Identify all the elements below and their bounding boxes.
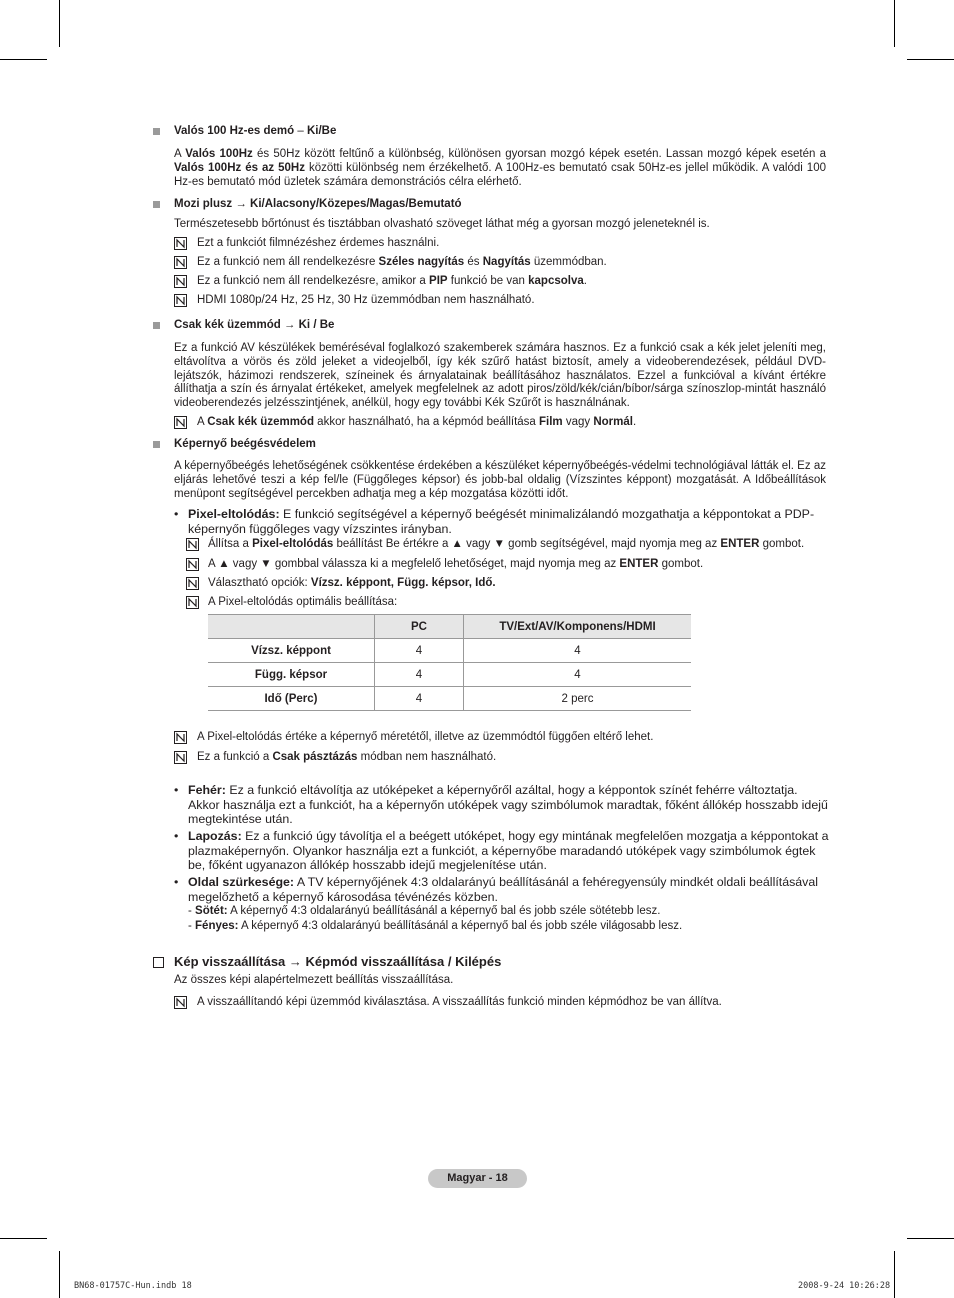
text: és 50Hz között feltűnő a különbség, különösen gyorsan mozgó képek esetén. Lassan mozgó képek esetén a bbox=[252, 148, 827, 160]
note-icon bbox=[174, 416, 187, 429]
text: A bbox=[174, 148, 186, 160]
section-bullet-icon bbox=[153, 441, 160, 448]
text: Választható opciók: bbox=[208, 577, 311, 589]
crop-mark bbox=[894, 0, 895, 47]
dash-item: - Fényes: A képernyő 4:3 oldalarányú beállításánál a képernyő bal és jobb széle világosabb lesz. bbox=[188, 920, 683, 932]
note-text bbox=[197, 256, 607, 270]
note-icon bbox=[186, 558, 199, 571]
text: Ez a funkció a bbox=[197, 751, 273, 763]
table-cell: 2 perc bbox=[464, 687, 692, 711]
text: A TV képernyőjének 4:3 oldalarányú beállításánál a fehéregyensúly mindkét oldali beállításával megelőzhető a képernyő károsodása tévénézés közben. bbox=[188, 875, 819, 904]
text: Lapozás: bbox=[188, 829, 242, 843]
text: Széles nagyítás bbox=[378, 256, 465, 268]
paragraph: Az összes képi alapértelmezett beállítás visszaállítása. bbox=[174, 974, 454, 986]
text: Fehér: bbox=[188, 783, 226, 797]
note-text: A visszaállítandó képi üzemmód kiválasztása. A visszaállítás funkció minden képmódhoz be van állítva. bbox=[197, 996, 722, 1008]
table-header-cell: PC bbox=[375, 615, 464, 639]
paragraph: A képernyőbeégés lehetőségének csökkentése érdekében a készüléket képernyőbeégés-védelmi technológiával látták el. Ez az eljárás lehetővé teszi a kép fel/le (Függőleges képsor) és jobb-bal oldalig (Vízszintes képpont) mozgatását. A Időbeállítások menüpont segítségével percekben adhatja meg a kép mozgatása közötti időt. bbox=[174, 460, 826, 500]
text: vagy bbox=[562, 416, 594, 428]
title-part: Valós 100 Hz-es demó bbox=[174, 125, 295, 137]
text: Nagyítás bbox=[482, 256, 531, 268]
table-header-row bbox=[208, 615, 691, 639]
title-part: – bbox=[297, 125, 304, 137]
note-text bbox=[197, 275, 587, 289]
table-cell: Vízsz. képpont bbox=[208, 639, 375, 663]
note-icon bbox=[186, 596, 199, 609]
text: kapcsolva bbox=[528, 275, 584, 287]
text: üzemmódban. bbox=[530, 256, 607, 268]
paragraph: Ez a funkció AV készülékek beméréséval foglalkozó szakemberek számára hasznos. Ez a funkció csak a kék jelet jeleníti meg, eltávolítva a vörös és zöld jeleket a videojelből, így kék szűrő hatást biztosít, amely a videoberendezések, például DVD-lejátszók, házimozi rendszerek, színeinek és árnyalatainak beállításához használatos. Ezzel a funkcióval a kívánt értékre állíthatja a szín és árnyalat értékeket, amelyek megfelelnek az adott piros/zöld/kék/cián/bíbor/sárga színoszlop-mintát használó videoberendezés jelzésszintjének, anélkül, hogy egy további Kék Szűrőt is használnának. bbox=[174, 342, 826, 410]
text: Valós 100Hz bbox=[185, 148, 253, 160]
table-cell: 4 bbox=[464, 663, 692, 687]
text: A képernyő 4:3 oldalarányú beállításánál a képernyő bal és jobb széle sötétebb lesz. bbox=[227, 905, 661, 917]
table-row bbox=[208, 639, 691, 663]
section-bullet-icon bbox=[153, 128, 160, 135]
bullet-dot: • bbox=[174, 783, 179, 797]
paragraph bbox=[174, 148, 826, 189]
note-icon bbox=[174, 237, 187, 250]
text: akkor használható, ha a képmód beállítása bbox=[313, 416, 540, 428]
table-cell: 4 bbox=[375, 687, 464, 711]
text: Állítsa a bbox=[208, 538, 253, 550]
crop-mark bbox=[59, 1251, 60, 1298]
note-icon bbox=[186, 577, 199, 590]
table-cell: Idő (Perc) bbox=[208, 687, 375, 711]
table-cell: 4 bbox=[464, 639, 692, 663]
text: . bbox=[632, 416, 637, 428]
text: A képernyő 4:3 oldalarányú beállításánál a képernyő bal és jobb széle világosabb lesz. bbox=[238, 920, 683, 932]
bullet-item bbox=[174, 875, 829, 904]
note-icon bbox=[174, 751, 187, 764]
page-number: Magyar - 18 bbox=[428, 1169, 527, 1188]
bullet-text bbox=[188, 783, 829, 827]
bullet-item bbox=[174, 829, 829, 873]
note-text bbox=[208, 558, 703, 572]
slug-file: BN68-01757C-Hun.indb 18 bbox=[74, 1281, 192, 1291]
text: . bbox=[583, 275, 587, 287]
bullet-text bbox=[188, 875, 829, 904]
bullet-item bbox=[174, 783, 829, 827]
pixel-shift-table bbox=[208, 614, 691, 711]
text: Ez a funkció nem áll rendelkezésre, amikor a bbox=[197, 275, 430, 287]
note-text bbox=[197, 751, 496, 765]
crop-mark bbox=[894, 1251, 895, 1298]
text: gombot. bbox=[658, 558, 704, 570]
section-heading: Kép visszaállítása → Képmód visszaállítása / Kilépés bbox=[174, 954, 502, 969]
bullet-text bbox=[188, 829, 829, 873]
text: PIP bbox=[429, 275, 448, 287]
bullet-dot: • bbox=[174, 507, 179, 521]
crop-mark bbox=[907, 59, 954, 60]
table-header-cell: TV/Ext/AV/Komponens/HDMI bbox=[464, 615, 692, 639]
bullet-item bbox=[174, 507, 829, 536]
text: E funkció segítségével a képernyő beégését minimalizálandó mozgathatja a képpontokat a PDP-képernyőn függőleges vagy vízszintes irányban. bbox=[188, 507, 815, 536]
text: Pixel-eltolódás: bbox=[188, 507, 280, 521]
note-text bbox=[208, 538, 804, 552]
section-title: Képernyő beégésvédelem bbox=[174, 438, 316, 450]
crop-mark bbox=[0, 59, 47, 60]
table-row bbox=[208, 687, 691, 711]
bullet-dot: • bbox=[174, 875, 179, 889]
note-icon bbox=[174, 294, 187, 307]
note-icon bbox=[186, 538, 199, 551]
text: Valós 100Hz és az 50Hz bbox=[174, 161, 305, 174]
slug-date: 2008-9-24 10:26:28 bbox=[798, 1281, 891, 1291]
text: Ez a funkció úgy távolítja el a beégett utóképet, hogy egy mintának megfelelően mozgatja a képpontokat a plazmaképernyőn. Olyankor használja ezt a funkciót, a képernyőbe maradandó utóképek vagy szimbólumok égtek be, főként ugyanazon állókép hosszabb idejű megjelenítése után. bbox=[188, 829, 829, 873]
note-text: A Pixel-eltolódás értéke a képernyő méretétől, illetve az üzemmódtól függően eltérő lehet. bbox=[197, 731, 654, 743]
text: Csak kék üzemmód bbox=[207, 416, 314, 428]
text: közötti különbség nem érzékelhető. A 100Hz-es bemutató csak 50Hz-es jellel működik. A valódi 100 Hz-es bemutató mód üzletek számára demonstrációs célra elérhető. bbox=[174, 161, 826, 188]
text: A bbox=[197, 416, 208, 428]
note-text bbox=[208, 577, 496, 591]
paragraph: Természetesebb bőrtónust és tisztábban olvasható szöveget láthat még a gyorsan mozgó jeleneteknél is. bbox=[174, 218, 710, 230]
text: funkció be van bbox=[447, 275, 529, 287]
section-bullet-icon bbox=[153, 322, 160, 329]
note-icon bbox=[174, 275, 187, 288]
crop-mark bbox=[907, 1238, 954, 1239]
text: Pixel-eltolódás bbox=[252, 538, 334, 550]
table-cell: 4 bbox=[375, 639, 464, 663]
text: Vízsz. képpont, Függ. képsor, Idő. bbox=[310, 577, 496, 589]
text: és bbox=[464, 256, 483, 268]
note-text: A Pixel-eltolódás optimális beállítása: bbox=[208, 596, 398, 608]
section-bullet-icon bbox=[153, 201, 160, 208]
dash-item: - Sötét: A képernyő 4:3 oldalarányú beállításánál a képernyő bal és jobb széle sötétebb lesz. bbox=[188, 905, 661, 917]
note-icon bbox=[174, 996, 187, 1009]
note-text: Ezt a funkciót filmnézéshez érdemes használni. bbox=[197, 237, 440, 249]
text: ENTER bbox=[720, 538, 760, 550]
text: Film bbox=[539, 416, 563, 428]
text: beállítást Be értékre a ▲ vagy ▼ gomb segítségével, majd nyomja meg az bbox=[333, 538, 721, 550]
text: ENTER bbox=[619, 558, 659, 570]
text: módban nem használható. bbox=[357, 751, 497, 763]
table-header-cell bbox=[208, 615, 375, 639]
note-text bbox=[197, 416, 636, 430]
note-icon bbox=[174, 256, 187, 269]
title-part: Ki/Be bbox=[306, 125, 337, 137]
table-row bbox=[208, 663, 691, 687]
bullet-dot: • bbox=[174, 829, 179, 843]
text: Normál bbox=[593, 416, 633, 428]
table-cell: Függ. képsor bbox=[208, 663, 375, 687]
text: Ez a funkció nem áll rendelkezésre bbox=[197, 256, 379, 268]
text: Ez a funkció eltávolítja az utóképeket a képernyőről azáltal, hogy a képpontok színét fehérre változtatja. Akkor használja ezt a funkciót, ha a képernyőn utóképek vagy szimbólumok maradtak, főként állókép hosszabb idejű megtekintése után. bbox=[188, 783, 828, 827]
table-cell: 4 bbox=[375, 663, 464, 687]
text: Fényes: bbox=[195, 920, 239, 932]
checkbox-icon bbox=[153, 957, 164, 968]
section-title: Mozi plusz → Ki/Alacsony/Közepes/Magas/Bemutató bbox=[174, 198, 462, 210]
section-title bbox=[174, 125, 336, 137]
crop-mark bbox=[59, 0, 60, 47]
crop-mark bbox=[0, 1238, 47, 1239]
note-text: HDMI 1080p/24 Hz, 25 Hz, 30 Hz üzemmódban nem használható. bbox=[197, 294, 535, 306]
text: gombot. bbox=[759, 538, 805, 550]
bullet-text bbox=[188, 507, 829, 536]
section-title: Csak kék üzemmód → Ki / Be bbox=[174, 319, 335, 331]
text: Sötét: bbox=[195, 905, 228, 917]
note-icon bbox=[174, 731, 187, 744]
text: A ▲ vagy ▼ gombbal válassza ki a megfelelő lehetőséget, majd nyomja meg az bbox=[208, 558, 620, 570]
text: Csak pásztázás bbox=[272, 751, 358, 763]
text: Oldal szürkesége: bbox=[188, 875, 295, 889]
